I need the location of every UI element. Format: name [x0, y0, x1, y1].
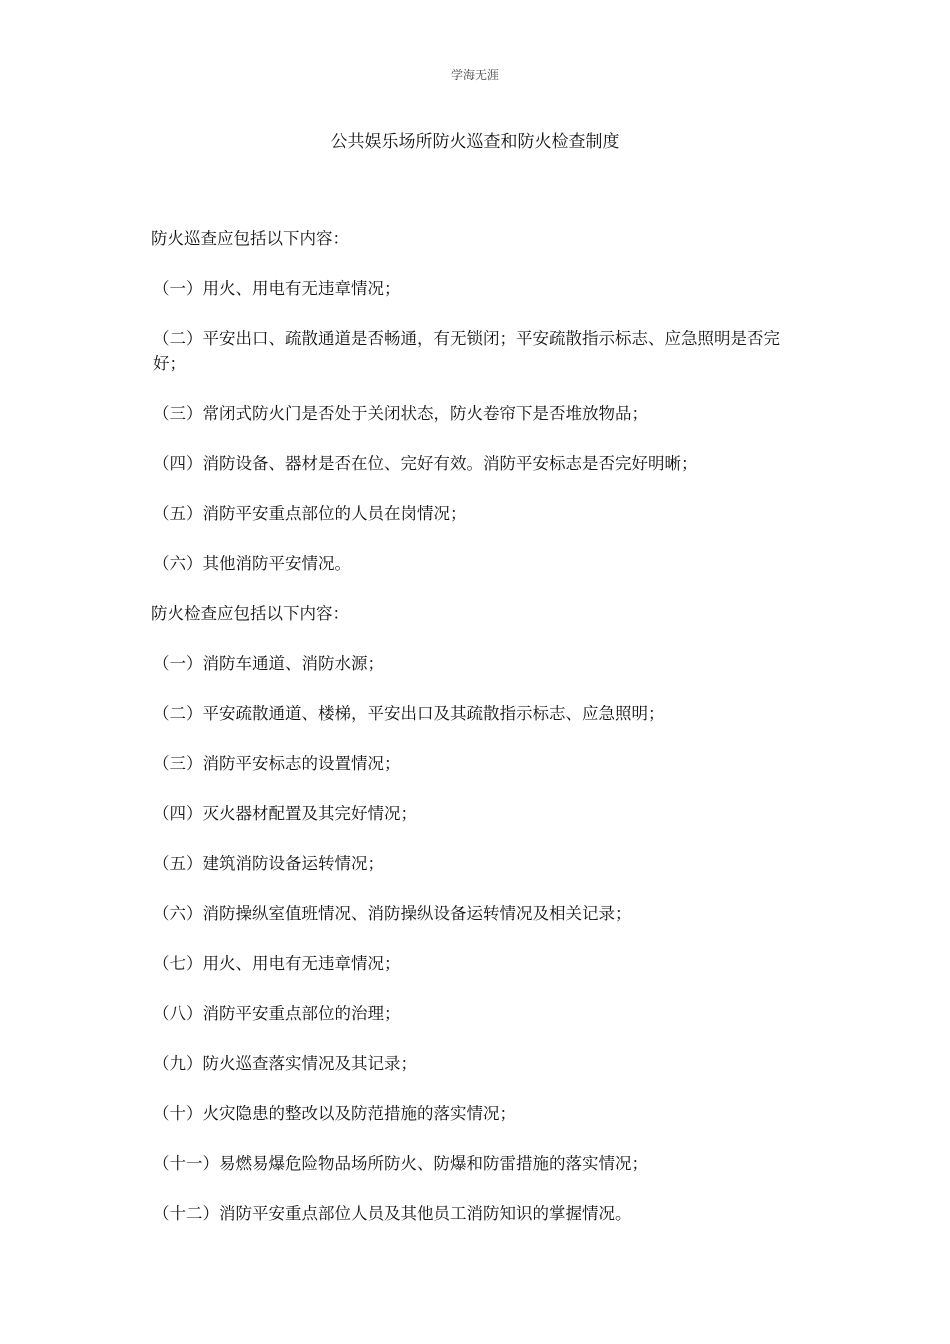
document-body	[151, 226, 791, 1251]
inspection-item: （九）防火巡查落实情况及其记录；	[153, 1054, 417, 1073]
section-heading-inspection: 防火检查应包括以下内容：	[151, 604, 349, 623]
inspection-item: （八）消防平安重点部位的治理；	[153, 1004, 401, 1023]
inspection-item: （四）灭火器材配置及其完好情况；	[153, 804, 417, 823]
page-header: 学海无涯	[450, 68, 499, 82]
inspection-item: （十二）消防平安重点部位人员及其他员工消防知识的掌握情况。	[153, 1204, 632, 1223]
patrol-item: （三）常闭式防火门是否处于关闭状态，防火卷帘下是否堆放物品；	[153, 404, 648, 423]
patrol-item: （五）消防平安重点部位的人员在岗情况；	[153, 504, 467, 523]
inspection-item: （十一）易燃易爆危险物品场所防火、防爆和防雷措施的落实情况；	[153, 1154, 648, 1173]
patrol-item: （六）其他消防平安情况。	[153, 554, 351, 573]
patrol-item: （四）消防设备、器材是否在位、完好有效。消防平安标志是否完好明晰；	[153, 454, 698, 473]
patrol-item: （二）平安出口、疏散通道是否畅通，有无锁闭；平安疏散指示标志、应急照明是否完好；	[153, 329, 780, 373]
inspection-item: （五）建筑消防设备运转情况；	[153, 854, 384, 873]
inspection-item: （六）消防操纵室值班情况、消防操纵设备运转情况及相关记录；	[153, 904, 632, 923]
inspection-item: （一）消防车通道、消防水源；	[153, 654, 384, 673]
section-heading-patrol: 防火巡查应包括以下内容：	[151, 229, 349, 248]
inspection-item: （十）火灾隐患的整改以及防范措施的落实情况；	[153, 1104, 516, 1123]
document-title: 公共娱乐场所防火巡查和防火检查制度	[330, 132, 620, 152]
inspection-item: （三）消防平安标志的设置情况；	[153, 754, 401, 773]
inspection-item: （二）平安疏散通道、楼梯，平安出口及其疏散指示标志、应急照明；	[153, 704, 665, 723]
patrol-item: （一）用火、用电有无违章情况；	[153, 279, 401, 298]
inspection-item: （七）用火、用电有无违章情况；	[153, 954, 401, 973]
